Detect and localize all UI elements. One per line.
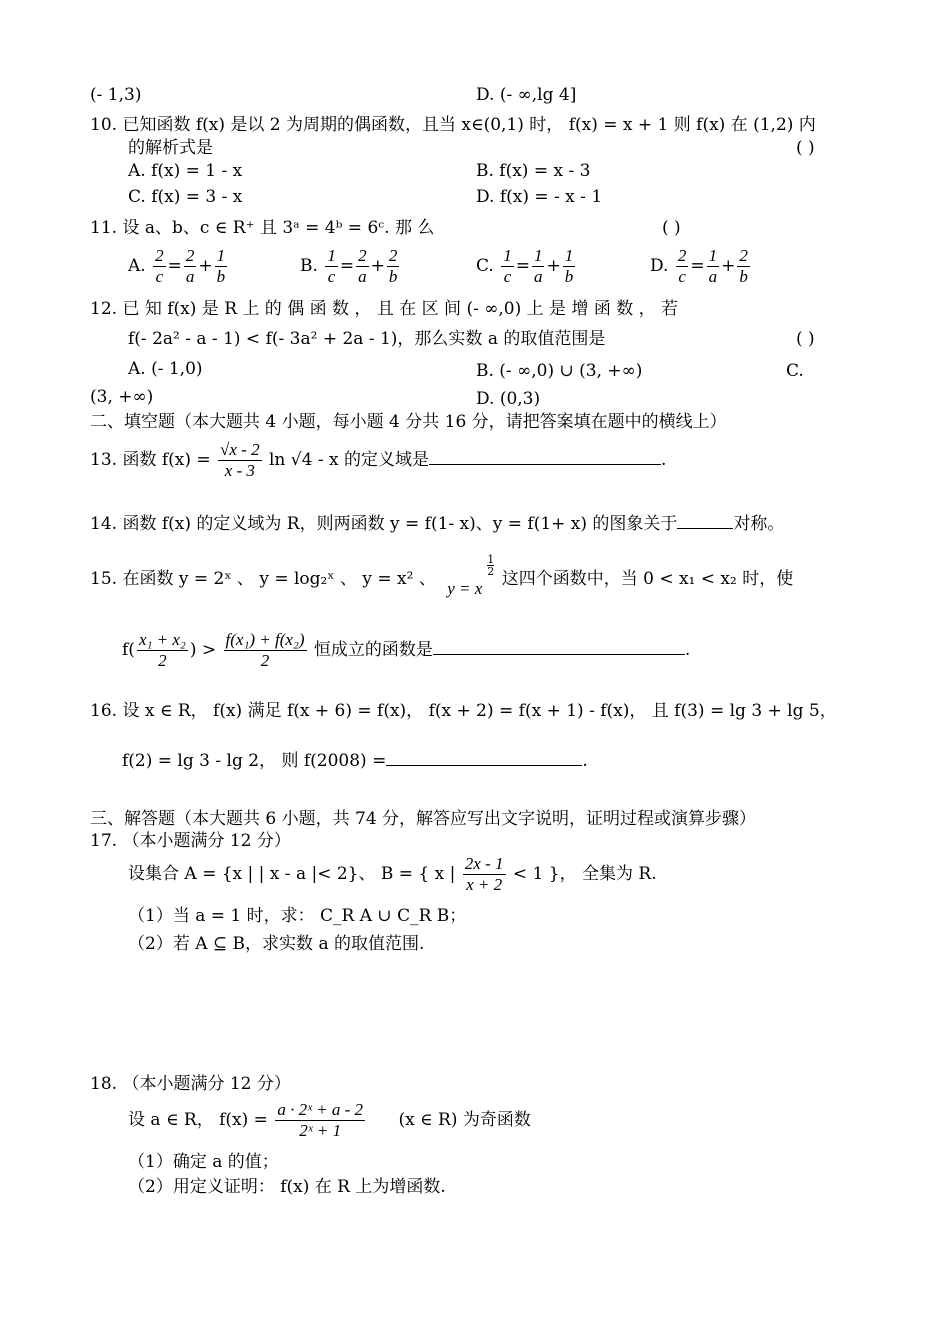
q16-line-1: 16. 设 x ∈ R， f(x) 满足 f(x + 6) = f(x)， f(x + 2) = f(x + 1) - f(x)， 且 f(3) = lg 3 + lg 5， <box>90 701 837 721</box>
q11-option-b-label: B. <box>300 256 318 276</box>
q10-answer-paren: ( ) <box>796 138 815 158</box>
q18-statement: 设 a ∈ R， f(x) = $\frac{\text{a · 2ˣ + a - 2}}{\text{2ˣ + 1}}$ (x ∈ R) 为奇函数 <box>128 1100 531 1140</box>
q17-heading: 17. （本小题满分 12 分） <box>90 831 291 851</box>
q18-part-2: （2）用定义证明： f(x) 在 R 上为增函数. <box>128 1177 446 1197</box>
q9-option-d: D. (- ∞,lg 4] <box>476 85 577 105</box>
q14: 14. 函数 f(x) 的定义域为 R，则两函数 y = f(1- x)、y = f(1+ x) 的图象关于 对称。 <box>90 510 784 535</box>
q12-option-c-label: C. <box>786 361 804 381</box>
q10-option-a: A. f(x) = 1 - x <box>128 161 243 181</box>
q18-part-1: （1）确定 a 的值； <box>128 1152 279 1172</box>
q11-option-a: A. $\frac{2}{c}$ = $\frac{2}{a}$ + $\frac{1}{b}$ <box>128 246 226 286</box>
section-2-heading: 二、填空题（本大题共 4 小题，每小题 4 分共 16 分，请把答案填在题中的横线上） <box>90 412 727 432</box>
q12-option-c-value: (3, +∞) <box>90 387 154 407</box>
q11-option-b: B. $\frac{1}{c}$ = $\frac{2}{a}$ + $\frac{2}{b}$ <box>300 246 398 286</box>
q10-option-b: B. f(x) = x - 3 <box>476 161 591 181</box>
q15-answer-blank[interactable] <box>433 636 685 655</box>
q17-part-1: （1）当 a = 1 时，求： C_R A ∪ C_R B； <box>128 906 467 926</box>
q12-answer-paren: ( ) <box>796 329 815 349</box>
q13-answer-blank[interactable] <box>429 446 661 465</box>
q12-stem-2: f(- 2a² - a - 1) < f(- 3a² + 2a - 1)，那么实数 a 的取值范围是 <box>128 329 606 349</box>
q11-option-c-label: C. <box>476 256 494 276</box>
q15-line-1: 15. 在函数 y = 2ˣ 、 y = log₂ˣ 、 y = x² 、 y = x 1 2 这四个函数中，当 0 < x₁ < x₂ 时，使 <box>90 553 794 598</box>
q10-stem-2: 的解析式是 <box>128 138 213 158</box>
q11-option-d-label: D. <box>650 256 669 276</box>
q12-option-a: A. (- 1,0) <box>128 359 203 379</box>
q11-option-a-label: A. <box>128 256 146 276</box>
q10-stem: 10. 已知函数 f(x) 是以 2 为周期的偶函数，且当 x∈(0,1) 时， f(x) = x + 1 则 f(x) 在 (1,2) 内 <box>90 115 816 135</box>
q16-answer-blank[interactable] <box>386 747 582 766</box>
q17-statement: 设集合 A = {x | | x - a |< 2}、 B = { x | $\frac{2x - 1}{x + 2}$ < 1 }， 全集为 R. <box>128 854 657 894</box>
q12-stem: 12. 已 知 f(x) 是 R 上 的 偶 函 数 ， 且 在 区 间 (- ∞,0) 上 是 增 函 数 ， 若 <box>90 299 679 319</box>
q12-option-d: D. (0,3) <box>476 389 541 409</box>
q15-line-2: f( $\frac{\text{x₁ + x₂}}{2}$ ) > $\frac{\text{f(x₁) + f(x₂)}}{2}$ 恒成立的函数是 . <box>122 630 691 670</box>
q17-part-2: （2）若 A ⊆ B，求实数 a 的取值范围. <box>128 934 425 954</box>
q11-stem: 11. 设 a、b、c ∈ R⁺ 且 3ᵃ = 4ᵇ = 6ᶜ. 那 么 <box>90 218 435 238</box>
q14-answer-blank[interactable] <box>677 510 733 529</box>
q16-line-2: f(2) = lg 3 - lg 2， 则 f(2008) = . <box>122 747 588 772</box>
q11-answer-paren: ( ) <box>662 218 681 238</box>
section-3-heading: 三、解答题（本大题共 6 小题，共 74 分，解答应写出文字说明，证明过程或演算步骤） <box>90 809 757 829</box>
q11-option-d: D. $\frac{2}{c}$ = $\frac{1}{a}$ + $\frac{2}{b}$ <box>650 246 748 286</box>
q11-option-c: C. $\frac{1}{c}$ = $\frac{1}{a}$ + $\frac{1}{b}$ <box>476 246 574 286</box>
q13: 13. 函数 f(x) = $\frac{√x - 2}{x - 3}$ ln √4 - x 的定义域是 . <box>90 440 667 480</box>
q18-heading: 18. （本小题满分 12 分） <box>90 1074 291 1094</box>
q9-option-c: (- 1,3) <box>90 85 142 105</box>
q10-option-d: D. f(x) = - x - 1 <box>476 187 603 207</box>
q12-option-b: B. (- ∞,0) ∪ (3, +∞) <box>476 361 643 381</box>
q10-option-c: C. f(x) = 3 - x <box>128 187 243 207</box>
